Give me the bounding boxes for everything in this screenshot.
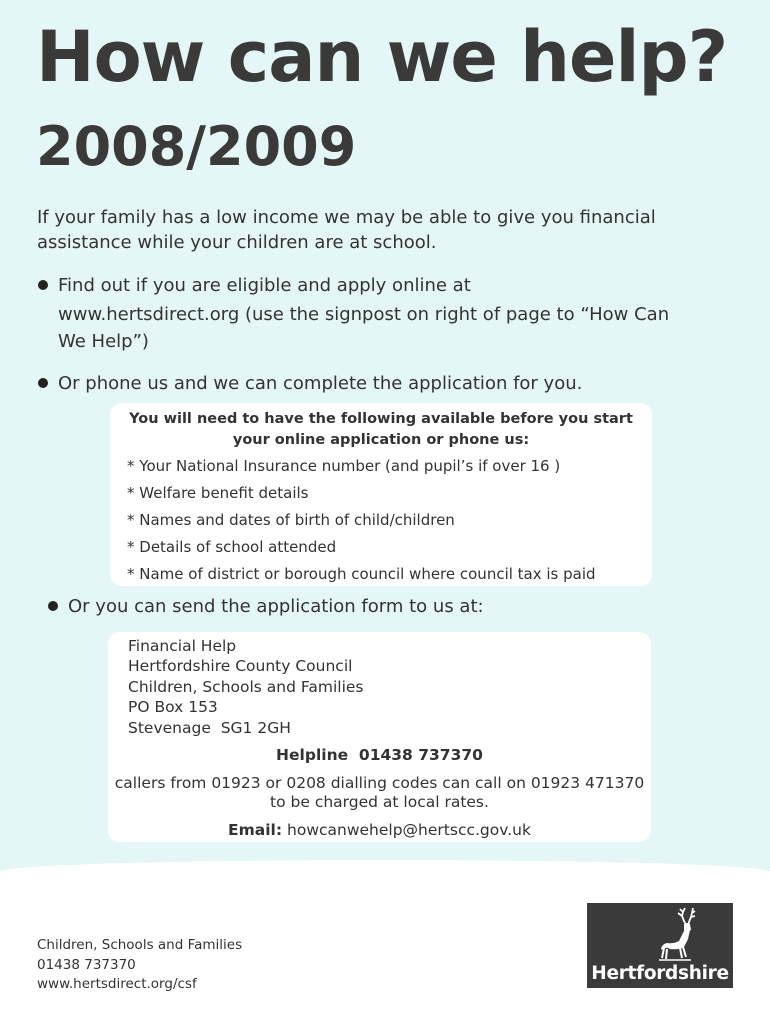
- callers-note-text: callers from 01923 or 0208 dialling codes can call on 01923 471370 to be charged at local rates.: [114, 774, 645, 811]
- page-title: How can we help?: [36, 16, 728, 98]
- bullet-online: [58, 272, 698, 355]
- stag-icon: [587, 903, 733, 965]
- bullet-online-line1: Find out if you are eligible and apply online at: [58, 275, 471, 296]
- address-panel: [108, 632, 651, 842]
- hertfordshire-logo: [587, 903, 733, 988]
- footer-contact: [37, 936, 242, 995]
- requirements-panel: [110, 403, 652, 586]
- address-line: Hertfordshire County Council: [128, 657, 353, 676]
- list-item: * Your National Insurance number (and pupil’s if over 16 ): [127, 457, 561, 475]
- bullet-dot-icon: [48, 601, 58, 611]
- footer-url[interactable]: www.hertsdirect.org/csf: [37, 976, 197, 992]
- footer-dept: Children, Schools and Families: [37, 937, 243, 953]
- list-item: * Names and dates of birth of child/children: [127, 511, 455, 529]
- callers-note: [108, 774, 651, 812]
- email-line: [108, 821, 651, 839]
- logo-text: Hertfordshire: [591, 963, 729, 984]
- address-line: PO Box 153: [128, 698, 218, 717]
- list-item: * Welfare benefit details: [127, 484, 309, 502]
- address-line: Stevenage SG1 2GH: [128, 718, 291, 737]
- postal-address: [128, 636, 364, 738]
- email-link[interactable]: howcanwehelp@hertscc.gov.uk: [287, 821, 531, 839]
- list-item: * Name of district or borough council where council tax is paid: [127, 565, 596, 583]
- intro-text: If your family has a low income we may be able to give you financial assistance while your children are at school.: [37, 207, 656, 253]
- footer-phone: 01438 737370: [37, 956, 136, 973]
- helpline-number: Helpline 01438 737370: [276, 746, 483, 764]
- address-line: Children, Schools and Families: [128, 677, 364, 696]
- email-label: Email:: [228, 821, 283, 839]
- requirements-heading: You will need to have the following available before you start your online application or phone us:: [129, 411, 633, 448]
- bullet-post-text: Or you can send the application form to us at:: [68, 596, 484, 617]
- bullet-online-line2: www.hertsdirect.org (use the signpost on right of page to “How Can We Help”): [58, 304, 670, 352]
- year-heading: 2008/2009: [36, 115, 357, 178]
- bullet-phone: [58, 370, 718, 397]
- bullet-phone-text: Or phone us and we can complete the application for you.: [58, 373, 583, 394]
- list-item: * Details of school attended: [127, 538, 337, 556]
- bullet-dot-icon: [38, 378, 48, 388]
- address-line: Financial Help: [128, 637, 237, 655]
- requirements-list: [127, 455, 596, 590]
- bullet-dot-icon: [38, 280, 48, 290]
- bullet-post: [68, 593, 668, 620]
